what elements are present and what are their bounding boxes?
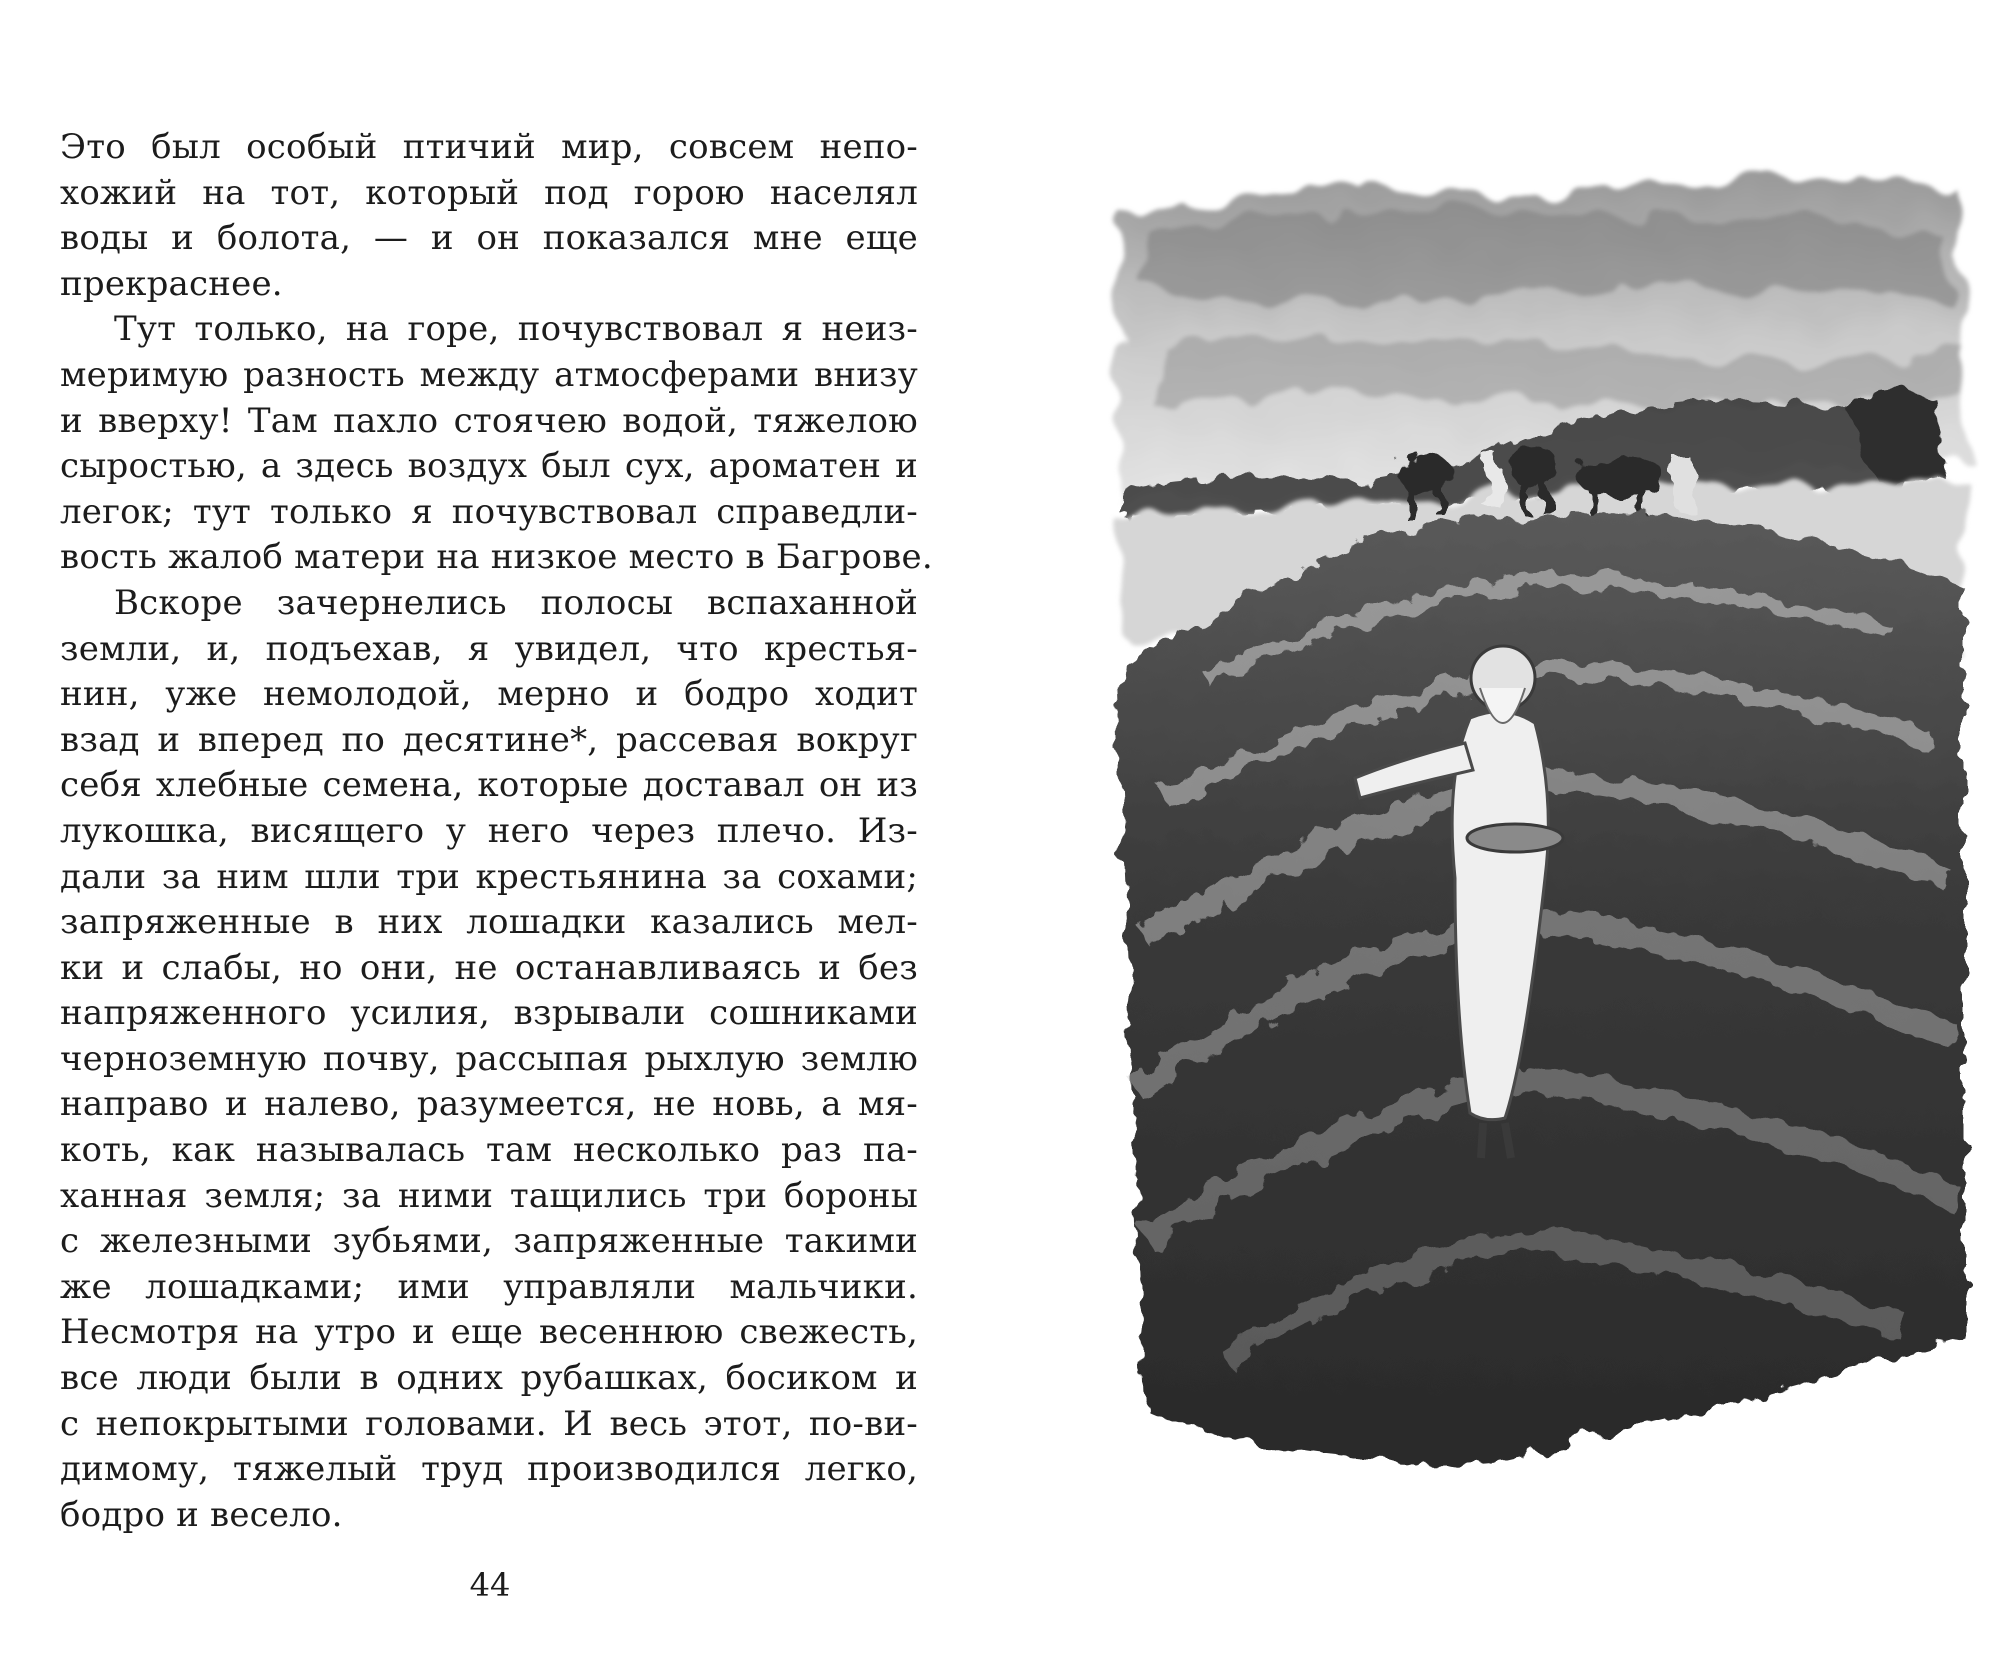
text-line: легок; тут только я почувствовал справедли-	[60, 491, 918, 532]
text-line: воды и болота, — и он показался мне еще	[60, 218, 918, 259]
text-line: же лошадками; ими управляли мальчики.	[60, 1266, 918, 1307]
text-line: ки и слабы, но они, не останавливаясь и без	[60, 947, 918, 988]
text-line: коть, как называлась там несколько раз па-	[60, 1130, 918, 1171]
text-line: вость жалоб матери на низкое место в Багрове.	[60, 537, 933, 578]
text-line: с непокрытыми головами. И весь этот, по-ви-	[60, 1403, 918, 1444]
text-line: меримую разность между атмосферами внизу	[60, 354, 918, 395]
text-line: прекраснее.	[60, 263, 283, 304]
text-line: Вскоре зачернелись полосы вспаханной	[114, 582, 918, 623]
text-line: хожий на тот, который под горою населял	[60, 172, 918, 213]
text-line: Тут только, на горе, почувствовал я неиз-	[114, 309, 918, 350]
page-number: 44	[469, 1566, 511, 1604]
text-line: ханная земля; за ними тащились три бороны	[60, 1175, 918, 1216]
text-line: взад и вперед по десятине*, рассевая вокруг	[60, 719, 918, 760]
text-line: нин, уже немолодой, мерно и бодро ходит	[60, 674, 918, 715]
body-text	[60, 125, 933, 1538]
text-line: запряженные в них лошадки казались мел-	[60, 902, 918, 943]
ploughed-field	[1115, 515, 1965, 1463]
text-line: бодро и весело.	[60, 1494, 343, 1535]
text-line: себя хлебные семена, которые доставал он из	[60, 765, 918, 806]
text-line: Это был особый птичий мир, совсем непо-	[60, 127, 918, 167]
text-line: все люди были в одних рубашках, босиком и	[60, 1358, 918, 1399]
text-line: напряженного усилия, взрывали сошниками	[60, 993, 918, 1034]
text-line: димому, тяжелый труд производился легко,	[60, 1449, 918, 1490]
text-line: Несмотря на утро и еще весеннюю свежесть,	[60, 1312, 918, 1353]
text-line: с железными зубьями, запряженные такими	[60, 1221, 918, 1262]
text-line: дали за ним шли три крестьянина за сохами;	[60, 856, 918, 897]
text-line: черноземную почву, рассыпая рыхлую землю	[60, 1038, 918, 1079]
text-line: направо и налево, разумеется, не новь, а мя-	[60, 1084, 918, 1125]
text-line: лукошка, висящего у него через плечо. Из-	[60, 810, 918, 851]
text-line: и вверху! Там пахло стоячею водой, тяжелою	[60, 400, 918, 441]
sower-field-illustration	[1085, 158, 1980, 1553]
text-line: земли, и, подъехав, я увидел, что крестья-	[60, 628, 918, 669]
text-line: сыростью, а здесь воздух был сух, ароматен и	[60, 446, 918, 487]
